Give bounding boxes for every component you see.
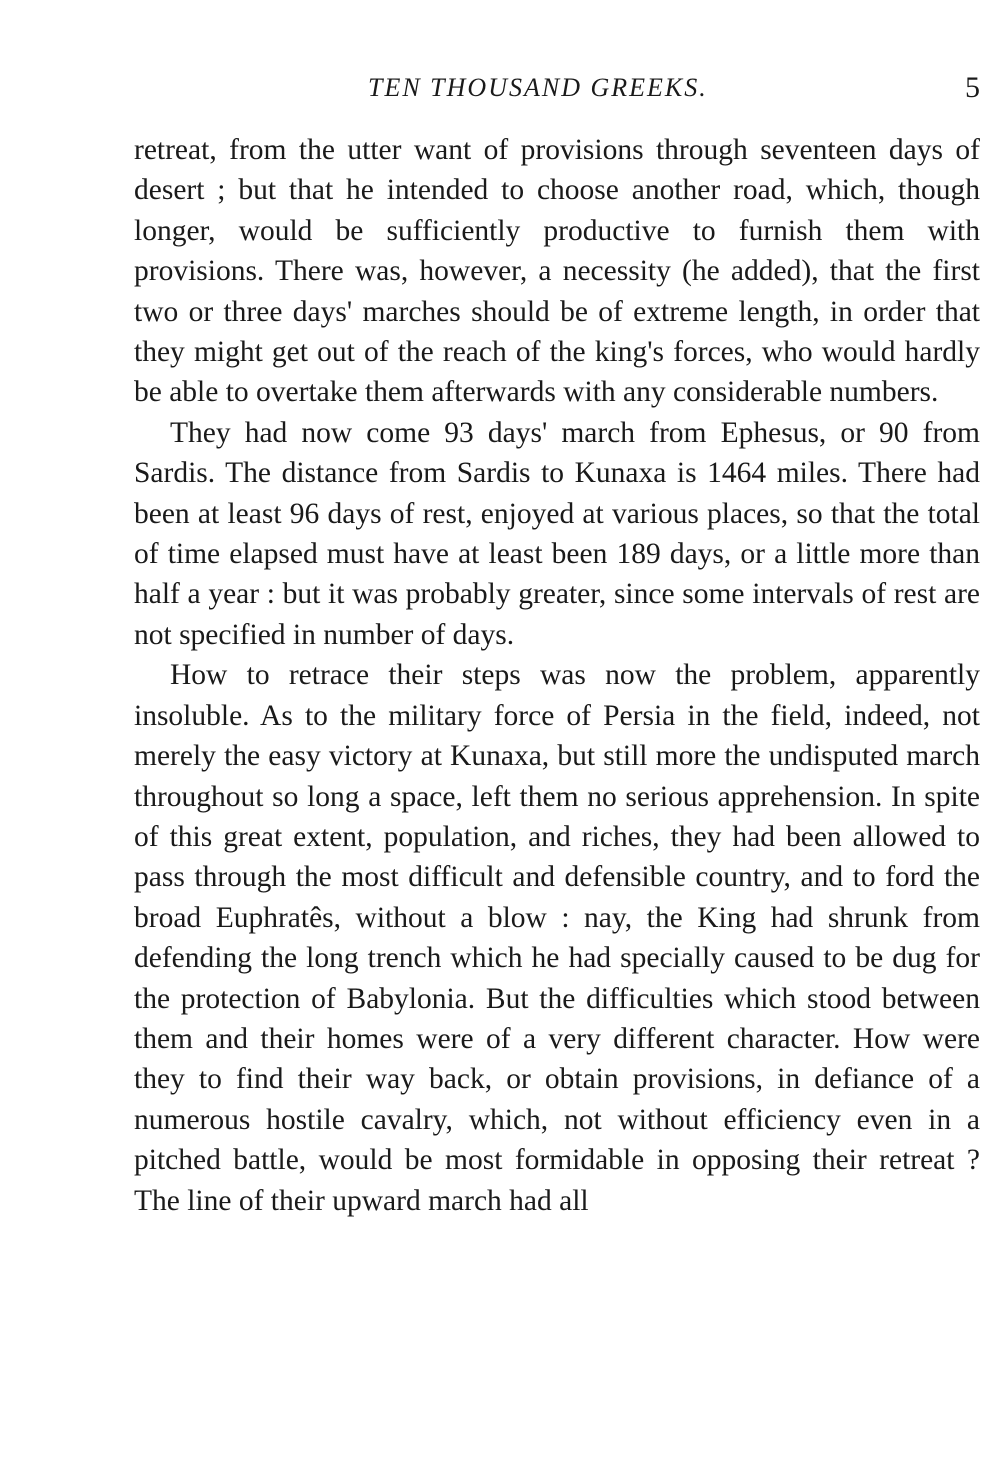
body-text xyxy=(134,130,980,1221)
running-head xyxy=(0,70,1000,110)
page-number: 5 xyxy=(965,71,980,104)
running-title: TEN THOUSAND GREEKS. xyxy=(368,73,708,102)
paragraph-1: retreat, from the utter want of provisions through seventeen days of desert ; but that he intended to choose another road, which, though longer, would be sufficiently productive to furnish them with provisions. There was, however, a necessity (he added), that the first two or three days' marches should be of extreme length, in order that they might get out of the reach of the king's forces, who would hardly be able to overtake them afterwards with any considerable numbers. xyxy=(134,134,980,409)
paragraph-2: They had now come 93 days' march from Ephesus, or 90 from Sardis. The distance from Sardis to Kunaxa is 1464 miles. There had been at least 96 days of rest, enjoyed at various places, so that the total of time elapsed must have at least been 189 days, or a little more than half a year : but it was probably greater, since some intervals of rest are not specified in number of days. xyxy=(134,416,980,651)
paragraph-3: How to retrace their steps was now the problem, apparently insoluble. As to the military force of Persia in the field, indeed, not merely the easy victory at Kunaxa, but still more the undisputed march throughout so long a space, left them no serious apprehension. In spite of this great extent, population, and riches, they had been allowed to pass through the most difficult and defensible country, and to ford the broad Euphratês, without a blow : nay, the King had shrunk from defending the long trench which he had specially caused to be dug for the protection of Babylonia. But the difficulties which stood between them and their homes were of a very different character. How were they to find their way back, or obtain provisions, in defiance of a numerous hostile cavalry, which, not without efficiency even in a pitched battle, would be most formidable in opposing their retreat ? The line of their upward march had all xyxy=(134,659,980,1217)
